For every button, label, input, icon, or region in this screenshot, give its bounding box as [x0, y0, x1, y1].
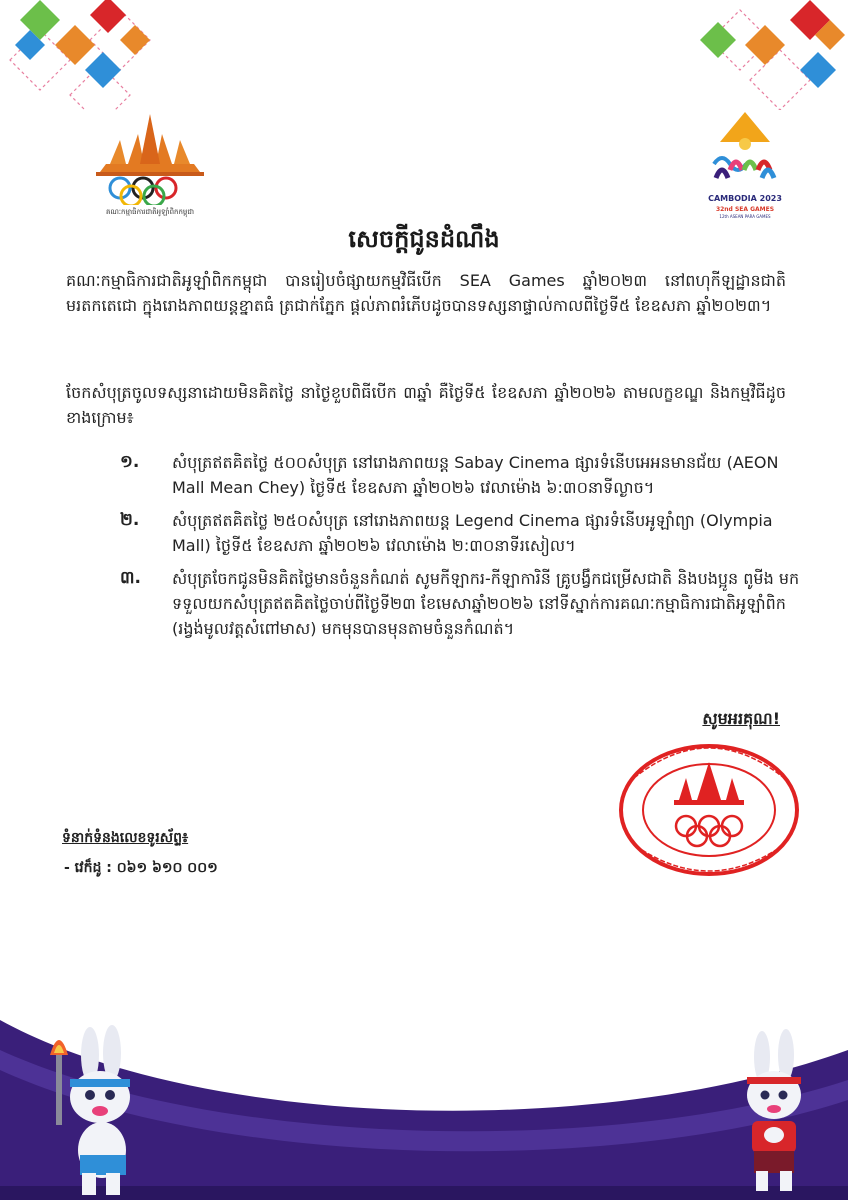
list-item-text: សំបុត្រឥតគិតថ្លៃ ២៥០សំបុត្រ នៅរោងភាពយន្ត Legend Cinema ផ្សារទំនើបអូឡាំព្យា (Olympia Mall) ថ្ងៃទី៥ ខែឧសភា ឆ្នាំ២០២៦ វេលាម៉ោង ២:៣០នាទីរសៀល។: [172, 511, 773, 555]
angkor-temple-icon: [90, 110, 210, 205]
list-item-number: ១.: [120, 452, 140, 472]
page-title: សេចក្តីជូនដំណឹង: [348, 225, 500, 253]
list-item: [120, 450, 800, 500]
list-item-number: ៣.: [120, 568, 141, 588]
contact-phone: - វេក៏ដូ : ០៦១ ៦១០ ០០១: [64, 860, 218, 876]
sea-games-logo: [700, 112, 790, 224]
list-item: [120, 508, 800, 558]
ticket-list: [120, 450, 800, 649]
nocc-logo-caption: គណៈកម្មាធិការជាតិអូឡាំពិកកម្ពុជា: [105, 208, 195, 216]
list-item-text: សំបុត្រឥតគិតថ្លៃ ៥០០សំបុត្រ នៅរោងភាពយន្ត Sabay Cinema ផ្សារទំនើបអេអនមានជ័យ (AEON Mall Mean Chey) ថ្ងៃទី៥ ខែឧសភា ឆ្នាំ២០២៦ វេលាម៉ោង ៦:៣០នាទីល្ងាច។: [172, 453, 779, 497]
paragraph-distribution: ចែកសំបុត្រចូលទស្សនាដោយមិនគិតថ្លៃ នាថ្ងៃខួបពិធីបើក ៣ឆ្នាំ គឺថ្ងៃទី៥ ខែឧសភា ឆ្នាំ២០២៦ តាមលក្ខខណ្ឌ និងកម្មវិធីដូចខាងក្រោម៖: [66, 383, 786, 427]
sea-games-title: CAMBODIA 2023: [708, 194, 782, 203]
contact-label: ទំនាក់ទំនងលេខទូរស័ព្ទ៖: [62, 830, 189, 846]
rabbit-mascot-greeting-icon: [730, 1025, 820, 1195]
paragraph-intro: គណៈកម្មាធិការជាតិអូឡាំពិកកម្ពុជា បានរៀបចំផ្សាយកម្មវិធីបើក SEA Games ឆ្នាំ២០២៣ នៅពហុកីឡដ្ឋានជាតិមរតកតេជោ ក្នុងរោងភាពយន្តខ្នាតធំ ត្រជាក់ភ្នែក ផ្តល់ភាពរំភើបដូចបានទស្សនាផ្ទាល់កាលពីថ្ងៃទី៥ ខែឧសភា ឆ្នាំ២០២៣។: [66, 271, 786, 315]
list-item-text: សំបុត្រចែកជូនមិនគិតថ្លៃមានចំនួនកំណត់ សូមកីឡាករ-កីឡាការិនី គ្រូបង្វឹកជម្រើសជាតិ និងបងប្អូន ពូមីង មកទទួលយកសំបុត្រឥតគិតថ្លៃចាប់ពីថ្ងៃទី២៣ ខែមេសាឆ្នាំ២០២៦ នៅទីស្នាក់ការគណៈកម្មាធិការជាតិអូឡាំពិក (រង្វង់មូលវត្តសំពៅមាស) មកមុនបានមុនតាមចំនួនកំណត់។: [172, 569, 800, 638]
list-item: [120, 566, 800, 641]
rabbit-mascot-torch-icon: [40, 1015, 150, 1200]
kite-pattern-right-icon: [690, 0, 848, 110]
sea-games-edition: 32nd SEA GAMES: [715, 206, 775, 213]
kite-pattern-left-icon: [0, 0, 170, 110]
sea-games-emblem-icon: [700, 112, 790, 194]
closing-thanks: សូមអរគុណ!: [702, 709, 780, 728]
list-item-number: ២.: [120, 510, 140, 530]
nocc-logo: [90, 110, 210, 220]
official-stamp-icon: [614, 738, 804, 878]
asean-para-games-label: 12th ASEAN PARA GAMES: [719, 214, 771, 219]
